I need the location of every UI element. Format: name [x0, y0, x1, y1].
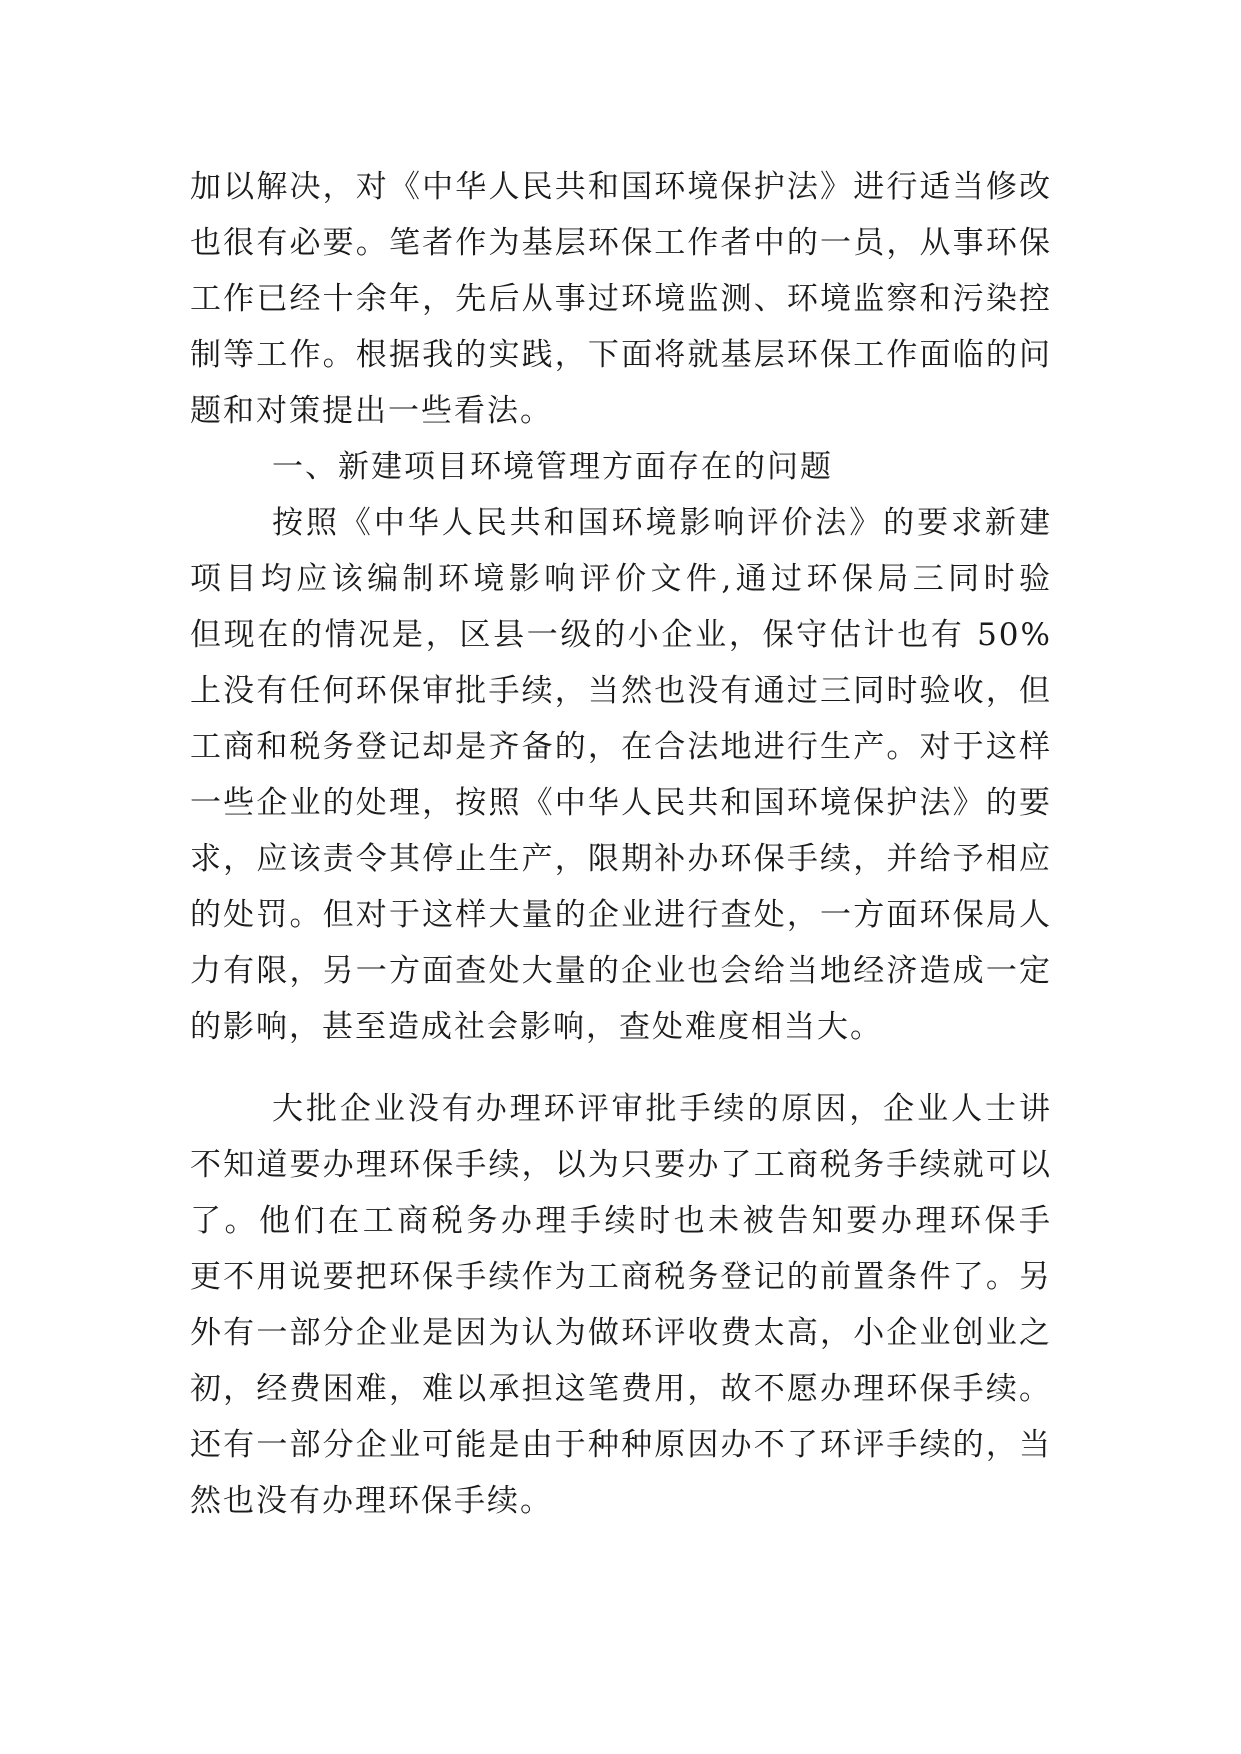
text-line: 不知道要办理环保手续，以为只要办了工商税务手续就可以 [190, 1147, 1052, 1183]
text-line: 大批企业没有办理环评审批手续的原因，企业人士讲 [272, 1091, 1052, 1127]
text-line: 还有一部分企业可能是由于种种原因办不了环评手续的，当 [190, 1427, 1052, 1463]
text-line: 按照《中华人民共和国环境影响评价法》的要求新建 [272, 505, 1052, 541]
text-line: 更不用说要把环保手续作为工商税务登记的前置条件了。另 [190, 1259, 1052, 1295]
text-line: 一些企业的处理，按照《中华人民共和国环境保护法》的要 [190, 785, 1052, 821]
text-line: 的处罚。但对于这样大量的企业进行查处，一方面环保局人 [190, 897, 1052, 933]
text-line: 力有限，另一方面查处大量的企业也会给当地经济造成一定 [190, 953, 1052, 989]
text-line: 了。他们在工商税务办理手续时也未被告知要办理环保手 [190, 1203, 1052, 1239]
text-line: 项目均应该编制环境影响评价文件,通过环保局三同时验 [190, 561, 1052, 597]
text-line: 上没有任何环保审批手续，当然也没有通过三同时验收，但 [190, 673, 1052, 709]
text-line: 工商和税务登记却是齐备的，在合法地进行生产。对于这样 [190, 729, 1052, 765]
text-line: 然也没有办理环保手续。 [190, 1483, 553, 1519]
text-line: 加以解决，对《中华人民共和国环境保护法》进行适当修改 [190, 169, 1052, 205]
section-heading: 一、新建项目环境管理方面存在的问题 [272, 449, 833, 485]
text-line: 也很有必要。笔者作为基层环保工作者中的一员，从事环保 [190, 225, 1052, 261]
text-line: 题和对策提出一些看法。 [190, 393, 553, 429]
text-line: 外有一部分企业是因为认为做环评收费太高，小企业创业之 [190, 1315, 1052, 1351]
text-line: 但现在的情况是，区县一级的小企业，保守估计也有 50% [190, 617, 1052, 653]
text-line: 的影响，甚至造成社会影响，查处难度相当大。 [190, 1009, 883, 1045]
text-line: 初，经费困难，难以承担这笔费用，故不愿办理环保手续。 [190, 1371, 1052, 1407]
text-line: 求，应该责令其停止生产，限期补办环保手续，并给予相应 [190, 841, 1052, 877]
body-text [190, 159, 1052, 1529]
text-line: 工作已经十余年，先后从事过环境监测、环境监察和污染控 [190, 281, 1052, 317]
text-line: 制等工作。根据我的实践，下面将就基层环保工作面临的问 [190, 337, 1052, 373]
